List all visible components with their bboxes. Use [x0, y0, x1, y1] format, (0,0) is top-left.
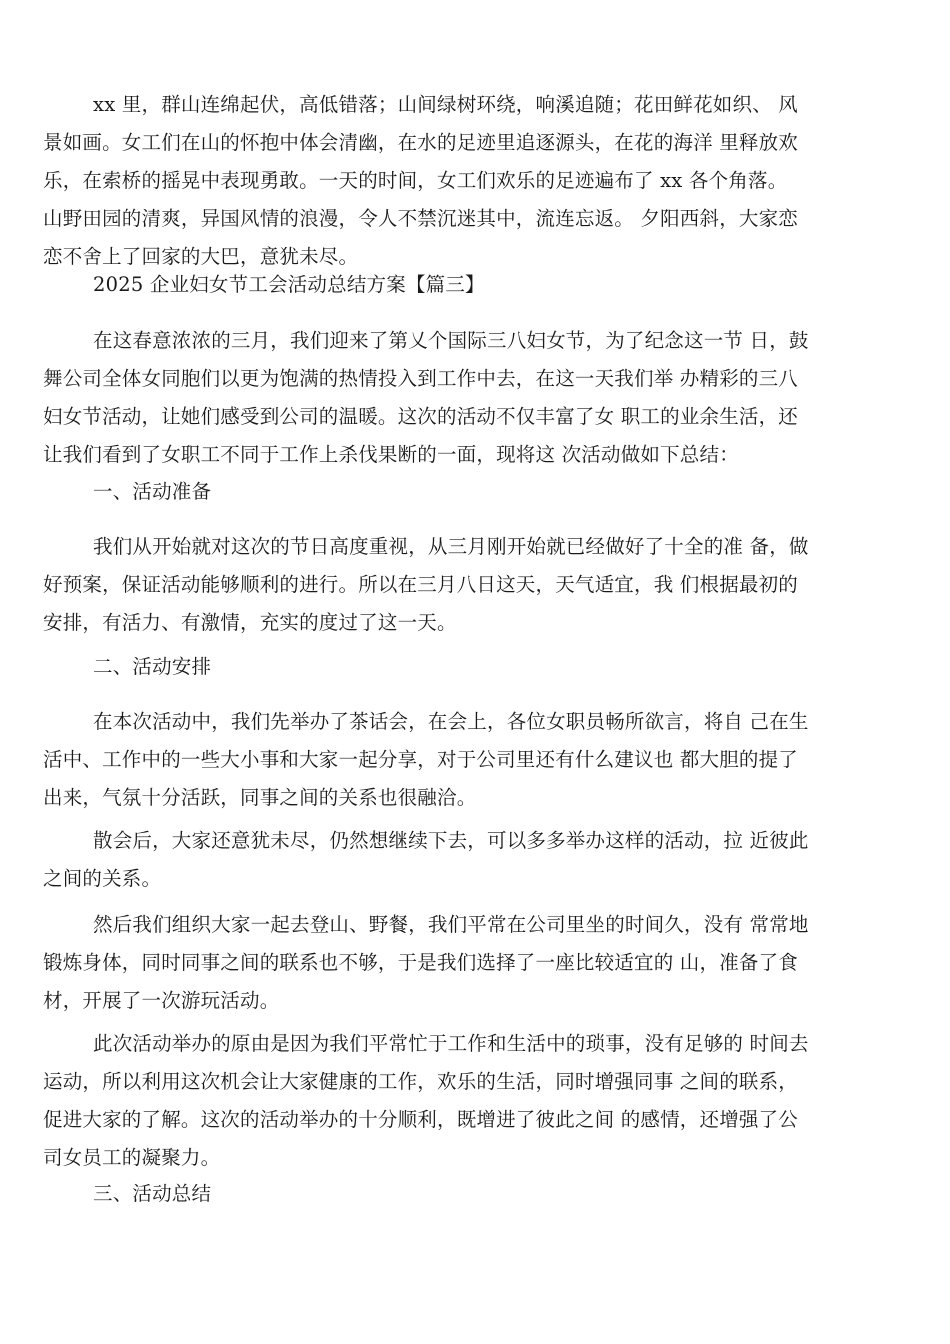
- text-line: 促进大家的了解。这次的活动举办的十分顺利，既增进了彼此之间 的感情，还增强了公: [43, 1108, 798, 1131]
- text-line: 让我们看到了女职工不同于工作上杀伐果断的一面，现将这 次活动做如下总结：: [43, 443, 739, 466]
- text-line: 散会后，大家还意犹未尽，仍然想继续下去，可以多多举办这样的活动，拉 近彼此: [93, 829, 809, 852]
- text-line: 二、活动安排: [93, 655, 212, 678]
- body-paragraph: [43, 322, 923, 474]
- text-line: 材，开展了一次游玩活动。: [43, 989, 280, 1012]
- text-line: 恋不舍上了回家的大巴，意犹未尽。: [43, 245, 359, 268]
- text-line: 活中、工作中的一些大小事和大家一起分享，对于公司里还有什么建议也 都大胆的提了: [43, 748, 798, 771]
- text-line: 在这春意浓浓的三月，我们迎来了第乂个国际三八妇女节，为了纪念这一节 日，鼓: [93, 329, 809, 352]
- body-paragraph: [43, 86, 923, 276]
- text-line: 景如画。女工们在山的怀抱中体会清幽，在水的足迹里追逐源头，在花的海洋 里释放欢: [43, 131, 798, 154]
- section-heading: [43, 473, 923, 511]
- text-line: 出来，气氛十分活跃，同事之间的关系也很融洽。: [43, 786, 477, 809]
- body-paragraph: [43, 906, 923, 1020]
- body-paragraph: [43, 822, 923, 898]
- body-paragraph: [43, 528, 923, 642]
- text-line: 在本次活动中，我们先举办了茶话会，在会上，各位女职员畅所欲言，将自 己在生: [93, 710, 809, 733]
- text-line: 一、活动准备: [93, 480, 212, 503]
- text-line: 舞公司全体女同胞们以更为饱满的热情投入到工作中去，在这一天我们举 办精彩的三八: [43, 367, 798, 390]
- text-line: 山野田园的清爽，异国风情的浪漫，令人不禁沉迷其中，流连忘返。 夕阳西斜，大家恋: [43, 207, 798, 230]
- text-line: 2025 企业妇女节工会活动总结方案【篇三】: [93, 273, 485, 296]
- text-line: 然后我们组织大家一起去登山、野餐，我们平常在公司里坐的时间久，没有 常常地: [93, 913, 809, 936]
- text-line: 运动，所以利用这次机会让大家健康的工作，欢乐的生活，同时增强同事 之间的联系，: [43, 1070, 798, 1093]
- text-line: 我们从开始就对这次的节日高度重视，从三月刚开始就已经做好了十全的准 备，做: [93, 535, 809, 558]
- text-line: 三、活动总结: [93, 1182, 212, 1205]
- text-line: 之间的关系。: [43, 867, 162, 890]
- text-line: 安排，有活力、有激情，充实的度过了这一天。: [43, 611, 457, 634]
- body-paragraph: [43, 703, 923, 817]
- text-line: xx 里，群山连绵起伏，高低错落；山间绿树环绕，响溪追随；花田鲜花如织、 风: [93, 93, 798, 116]
- text-line: 司女员工的凝聚力。: [43, 1146, 221, 1169]
- text-line: 好预案，保证活动能够顺利的进行。所以在三月八日这天，天气适宜，我 们根据最初的: [43, 573, 798, 596]
- text-line: 此次活动举办的原由是因为我们平常忙于工作和生活中的琐事，没有足够的 时间去: [93, 1032, 809, 1055]
- section-heading: [43, 648, 923, 686]
- body-paragraph: [43, 1025, 923, 1177]
- section-heading: [43, 1175, 923, 1213]
- text-line: 锻炼身体，同时同事之间的联系也不够，于是我们选择了一座比较适宜的 山，准备了食: [43, 951, 798, 974]
- text-line: 乐，在索桥的摇晃中表现勇敢。一天的时间，女工们欢乐的足迹遍布了 xx 各个角落。: [43, 169, 788, 192]
- text-line: 妇女节活动，让她们感受到公司的温暖。这次的活动不仅丰富了女 职工的业余生活，还: [43, 405, 798, 428]
- section-title: [43, 266, 923, 304]
